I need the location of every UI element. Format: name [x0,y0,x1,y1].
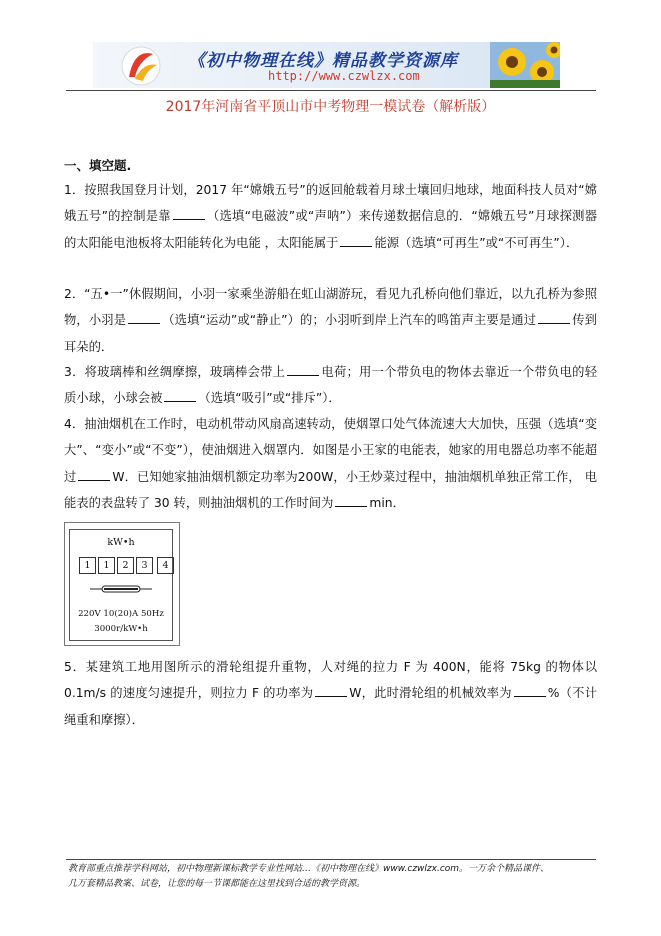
meter-digit: 3 [136,557,153,574]
header-banner [93,42,560,88]
question-1-text-a: 1．按照我国登月计划，2017 年“嫦娥五号”的返回舱载着月球土壤回归地球，地面科技人员对“嫦娥五号”的控制是靠 [64,183,597,224]
meter-digits [79,557,176,574]
answer-blank [164,389,196,402]
header-rule [66,90,596,91]
question-5 [64,654,597,733]
answer-blank [335,494,367,507]
meter-unit: kW•h [107,537,135,548]
question-5-text-b: W，此时滑轮组的机械效率为 [349,686,512,701]
question-2 [64,281,597,360]
question-3-text-b: 电荷；用一个带负电的物体去靠近一个带负电的轻质小球，小球会被 [64,365,597,406]
question-3 [64,359,597,412]
question-2-text-a: 2．“五•一”休假期间，小羽一家乘坐游船在虹山湖游玩，看见九孔桥向他们靠近，以九孔桥为参照物，小羽是 [64,287,597,328]
question-3-text-c: （选填“吸引”或“排斥”）． [198,391,341,406]
electric-meter-figure [64,522,180,646]
document-title: 2017年河南省平顶山市中考物理一模试卷（解析版） [165,99,496,115]
answer-blank [78,468,110,481]
meter-digit-decimal: 4 [157,557,174,574]
footer-line-2: 几万套精品教案、试卷，让您的每一节课都能在这里找到合适的教学资源。 [68,879,366,889]
question-4-text-b: W．已知她家抽油烟机额定功率为200W，小王炒菜过程中，抽油烟机单独正常工作， 电能表的表盘转了 30 转，则抽油烟机的工作时间为 [64,469,597,510]
answer-blank [315,684,347,697]
meter-disc-icon [90,584,152,594]
answer-blank [287,363,319,376]
answer-blank [128,311,160,324]
answer-blank [514,684,546,697]
footer-line-1: 教育部重点推荐学科网站，初中物理新课标教学专业性网站…《初中物理在线》www.czwlzx.com。一万余个精品课件、 [68,864,550,874]
question-5-text-c: %（不计绳重和摩擦）． [64,686,597,727]
meter-spec: 220V 10(20)A 50Hz [78,609,164,619]
section-heading: 一、填空题. [64,158,132,173]
question-2-text-b: （选填“运动”或“静止”）的；小羽听到岸上汽车的鸣笛声主要是通过 [162,313,537,328]
sunflower-decoration-icon [490,42,560,88]
meter-digit: 1 [79,557,96,574]
page-footer [68,862,594,892]
question-1-text-c: 能源（选填“可再生”或“不可再生”）． [374,235,579,250]
meter-face [69,529,173,641]
meter-digit: 2 [117,557,134,574]
banner-url: http://www.czwlzx.com [268,69,420,83]
question-3-text-a: 3．将玻璃棒和丝绸摩擦，玻璃棒会带上 [64,365,286,379]
site-logo-icon [119,45,163,87]
question-1-text-b: （选填“电磁波”或“声呐”）来传递数据信息的．“嫦娥五号”月球探测器的太阳能电池板将太阳能转化为电能 ，太阳能属于 [64,209,597,250]
footer-rule [66,859,596,860]
banner-title: 《初中物理在线》精品教学资源库 [188,51,458,71]
question-4-text-c: min． [369,495,405,510]
question-4 [64,411,597,516]
question-4-text-a: 4．抽油烟机在工作时，电动机带动风扇高速转动，使烟罩口处气体流速大大加快，压强（选填“变大”、“变小”或“不变”），使油烟进入烟罩内．如图是小王家的电能表，她家的用电器总功率不能超过 [64,417,597,484]
answer-blank [173,207,205,220]
question-2-text-c: 传到耳朵的． [64,313,597,354]
answer-blank [340,234,372,247]
meter-digit: 1 [98,557,115,574]
answer-blank [538,311,570,324]
question-5-text-a: 5．某建筑工地用图所示的滑轮组提升重物，人对绳的拉力 F 为 400N，能将 75kg 的物体以 0.1m/s 的速度匀速提升，则拉力 F 的功率为 [64,660,597,701]
meter-rate: 3000r/kW•h [94,624,148,634]
question-1 [64,177,597,256]
